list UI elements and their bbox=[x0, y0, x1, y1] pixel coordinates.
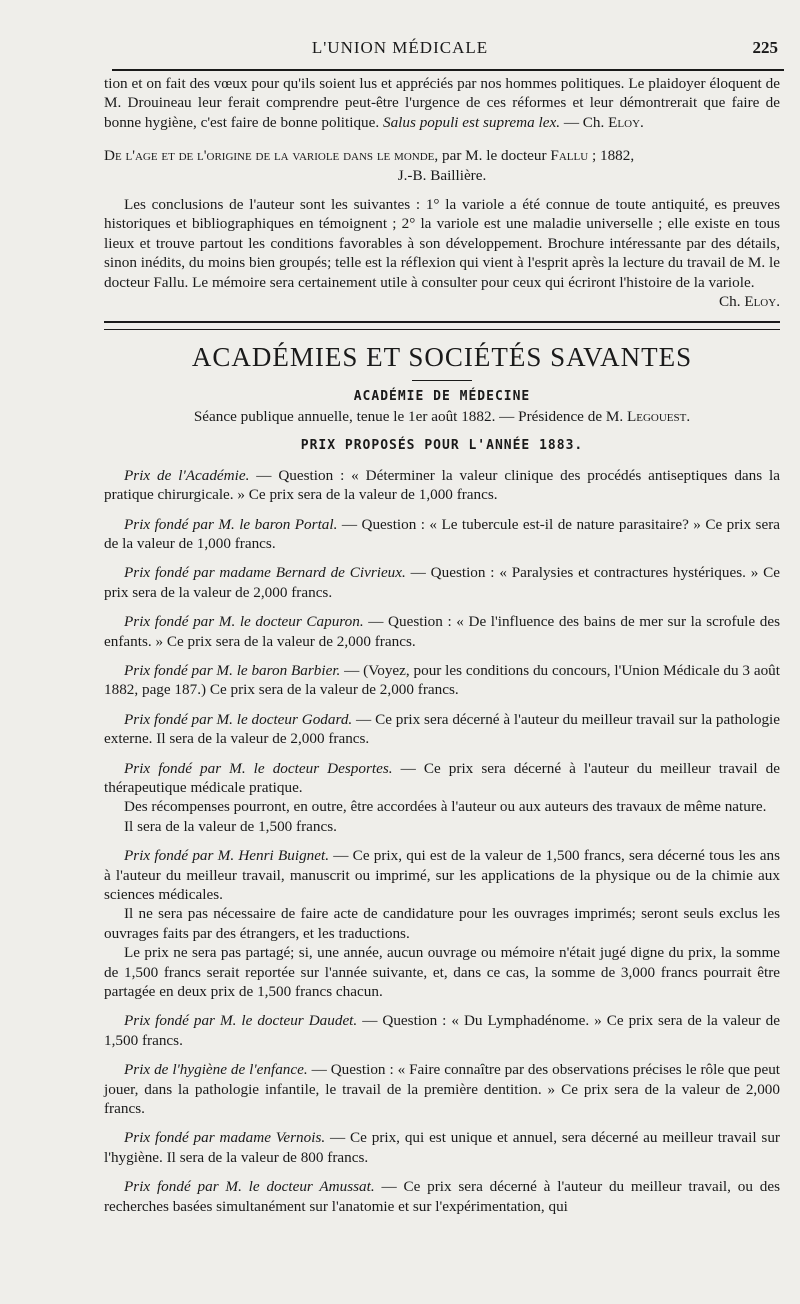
review-signature-name: Eloy. bbox=[744, 293, 780, 311]
prize-name: Prix fondé par M. le docteur Capuron. bbox=[124, 613, 364, 631]
review-body: Les conclusions de l'auteur sont les suivantes : 1° la variole a été connue de toute antiquité, es preuves historiques et bibliographiques en témoignent ; 2° la variole est une maladie universelle ; elle existe en tous lieux et trouve partout les conditions favorables à son développement. Brochure intéressante par des détails, sinon inédits, du moins bien groupés; telle est la réflexion qui vient à l'esprit après la lecture du travail de M. le docteur Fallu. Le mémoire sera certainement utile à consulter pour ceux qui écriront l'histoire de la variole. bbox=[104, 196, 780, 291]
prize-extra-paragraph: Il ne sera pas nécessaire de faire acte de candidature pour les ouvrages imprimés; seront seuls exclus les ouvrages faits par des étrangers, et les traductions. bbox=[104, 905, 780, 942]
prize-name: Prix fondé par M. le docteur Daudet. bbox=[124, 1012, 358, 1030]
continued-paragraph bbox=[104, 74, 780, 132]
prize-paragraph bbox=[104, 1177, 780, 1216]
prize-name: Prix fondé par M. le docteur Desportes. bbox=[124, 759, 393, 777]
prize-paragraph bbox=[104, 563, 780, 602]
signature-author: Eloy. bbox=[608, 113, 644, 131]
section-divider bbox=[104, 321, 780, 330]
running-title: L'UNION MÉDICALE bbox=[311, 38, 489, 57]
prize-paragraph bbox=[104, 466, 780, 505]
prize-text: — Ce prix sera décerné à l'auteur du meilleur travail sur la pathologie externe. Il sera de la valeur de 2,000 francs. bbox=[104, 710, 780, 748]
page-number: 225 bbox=[752, 38, 778, 57]
prize-name: Prix fondé par M. le docteur Godard. bbox=[124, 710, 353, 728]
prize-name: Prix de l'Académie. bbox=[124, 466, 250, 484]
prize-name: Prix fondé par madame Bernard de Civrieux. bbox=[124, 564, 406, 582]
signature-dash: — Ch. bbox=[560, 113, 609, 131]
prix-heading: PRIX PROPOSÉS POUR L'ANNÉE 1883. bbox=[300, 438, 584, 454]
prize-extra-paragraph: Le prix ne sera pas partagé; si, une année, aucun ouvrage ou mémoire n'était jugé digne du prix, la somme de 1,500 francs serait reportée sur l'année suivante, et, dans ce cas, la somme de 3,000 francs pourrait être partagée en deux prix de 1,500 francs chacun. bbox=[104, 944, 780, 1001]
review-title-rest: par M. le docteur bbox=[438, 147, 551, 165]
prize-name: Prix fondé par M. Henri Buignet. bbox=[124, 847, 330, 865]
seance-president: Legouest. bbox=[626, 407, 691, 425]
prize-text: — Question : « Le tubercule est-il de nature parasitaire? » Ce prix sera de la valeur de 1,000 francs. bbox=[104, 515, 780, 552]
academy-title: ACADÉMIE DE MÉDECINE bbox=[353, 389, 531, 405]
prize-paragraph bbox=[104, 661, 780, 700]
prize-text: — Question : « Faire connaître par des observations précises le rôle que peut jouer, dans la pathologie infantile, le travail de la première dentition. » Ce prix sera de la valeur de 2,000 francs. bbox=[104, 1061, 781, 1118]
seance-line bbox=[104, 407, 780, 426]
prize-text: — Ce prix, qui est de la valeur de 1,500 francs, sera décerné tous les ans à l'auteur du meilleur travail, manuscrit ou imprimé, sur les applications de la physique ou de la chimie aux sciences médicales. bbox=[104, 847, 781, 903]
prize-name: Prix fondé par M. le docteur Amussat. bbox=[124, 1178, 375, 1196]
prize-name: Prix de l'hygiène de l'enfance. bbox=[124, 1061, 308, 1079]
prize-paragraph bbox=[104, 710, 780, 749]
review-year: ; 1882, bbox=[588, 147, 635, 165]
prize-paragraph bbox=[104, 612, 780, 651]
seance-text: Séance publique annuelle, tenue le 1er août 1882. — Présidence de M. bbox=[193, 407, 627, 425]
prize-text: — Ce prix sera décerné à l'auteur du meilleur travail, ou des recherches basées simultanément sur l'anatomie et sur l'expérimentation, qui bbox=[104, 1178, 780, 1215]
header-rule bbox=[112, 69, 784, 71]
prize-paragraph bbox=[104, 1060, 780, 1118]
prize-name: Prix fondé par M. le baron Barbier. bbox=[124, 661, 341, 679]
prize-text: — Ce prix, qui est unique et annuel, sera décerné au meilleur travail sur l'hygiène. Il sera de la valeur de 800 francs. bbox=[104, 1129, 780, 1166]
prize-text: — Question : « Déterminer la valeur clinique des procédés antiseptiques dans la pratique chirurgicale. » Ce prix sera de la valeur de 1,000 francs. bbox=[104, 466, 780, 504]
prize-paragraph bbox=[104, 759, 780, 798]
prize-text: — (Voyez, pour les conditions du concours, l'Union Médicale du 3 août 1882, page 187.) Ce prix sera de la valeur de 2,000 francs. bbox=[104, 661, 780, 699]
prize-text: — Ce prix sera décerné à l'auteur du meilleur travail de thérapeutique médicale pratique. bbox=[104, 759, 780, 796]
prize-name: Prix fondé par M. le baron Portal. bbox=[124, 515, 338, 533]
prize-text: — Question : « Paralysies et contractures hystériques. » Ce prix sera de la valeur de 2,000 francs. bbox=[104, 564, 780, 601]
prize-paragraph bbox=[104, 1011, 780, 1050]
prize-extra-paragraph: Des récompenses pourront, en outre, être accordées à l'auteur ou aux auteurs des travaux de même nature. bbox=[124, 798, 767, 816]
section-short-rule bbox=[412, 380, 472, 381]
prize-text: — Question : « De l'influence des bains de mer sur la scrofule des enfants. » Ce prix sera de la valeur de 2,000 francs. bbox=[104, 613, 780, 650]
prize-text: — Question : « Du Lymphadénome. » Ce prix sera de la valeur de 1,500 francs. bbox=[104, 1012, 780, 1049]
section-title: ACADÉMIES ET SOCIÉTÉS SAVANTES bbox=[191, 342, 693, 373]
continued-text: tion et on fait des vœux pour qu'ils soient lus et appréciés par nos hommes politiques. Le plaidoyer éloquent de M. Drouineau leur ferait comprendre peut-être l'urgence de ces réformes et leur démontrerait que faire de bonne hygiène, c'est faire de bonne politique. bbox=[104, 75, 780, 131]
review-title bbox=[104, 146, 780, 185]
review-signature bbox=[104, 292, 780, 311]
review-author: Fallu bbox=[550, 147, 589, 165]
prize-paragraph bbox=[104, 846, 780, 904]
review-publisher: J.-B. Baillière. bbox=[397, 166, 487, 184]
page-header bbox=[0, 38, 800, 64]
prize-paragraph bbox=[104, 515, 780, 554]
page-content bbox=[104, 74, 780, 1216]
prize-name: Prix fondé par madame Vernois. bbox=[124, 1129, 326, 1147]
prize-extra-paragraph: Il sera de la valeur de 1,500 francs. bbox=[124, 817, 337, 835]
prize-paragraph bbox=[104, 1128, 780, 1167]
latin-maxim: Salus populi est suprema lex. bbox=[382, 113, 561, 131]
review-signature-prefix: Ch. bbox=[718, 293, 745, 311]
review-book-title: De l'age et de l'origine de la variole dans le monde, bbox=[104, 147, 439, 165]
